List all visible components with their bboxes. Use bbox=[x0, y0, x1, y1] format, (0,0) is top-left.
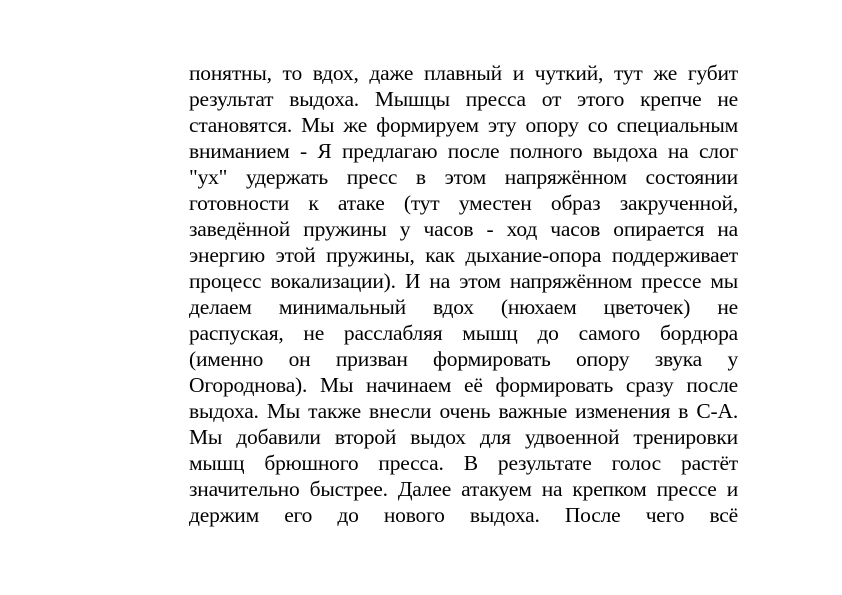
text-line-14: выдоха. Мы также внесли очень важные изменения в С-А. bbox=[189, 399, 738, 423]
text-line-13: Огороднова). Мы начинаем её формировать сразу после bbox=[189, 373, 738, 397]
text-line-6: готовности к атаке (тут уместен образ закрученной, bbox=[189, 191, 738, 215]
body-text bbox=[189, 60, 738, 528]
text-line-16: мышц брюшного пресса. В результате голос растёт bbox=[189, 451, 738, 475]
text-line-1: понятны, то вдох, даже плавный и чуткий, тут же губит bbox=[189, 61, 738, 85]
text-line-4: вниманием - Я предлагаю после полного выдоха на слог bbox=[189, 139, 738, 163]
text-line-7: заведённой пружины у часов - ход часов опирается на bbox=[189, 217, 738, 241]
text-line-2: результат выдоха. Мышцы пресса от этого крепче не bbox=[189, 87, 738, 111]
text-line-11: распуская, не расслабляя мышц до самого бордюра bbox=[189, 321, 738, 345]
text-line-17: значительно быстрее. Далее атакуем на крепком прессе и bbox=[189, 477, 738, 501]
text-line-12: (именно он призван формировать опору звука у bbox=[189, 347, 738, 371]
text-line-8: энергию этой пружины, как дыхание-опора поддерживает bbox=[189, 243, 738, 267]
text-line-18: держим его до нового выдоха. После чего всё bbox=[189, 503, 738, 527]
text-line-5: "ух" удержать пресс в этом напряжённом состоянии bbox=[189, 165, 738, 189]
text-line-15: Мы добавили второй выдох для удвоенной тренировки bbox=[189, 425, 738, 449]
text-line-9: процесс вокализации). И на этом напряжённом прессе мы bbox=[189, 269, 738, 293]
text-line-10: делаем минимальный вдох (нюхаем цветочек) не bbox=[189, 295, 738, 319]
text-line-3: становятся. Мы же формируем эту опору со специальным bbox=[189, 113, 738, 137]
